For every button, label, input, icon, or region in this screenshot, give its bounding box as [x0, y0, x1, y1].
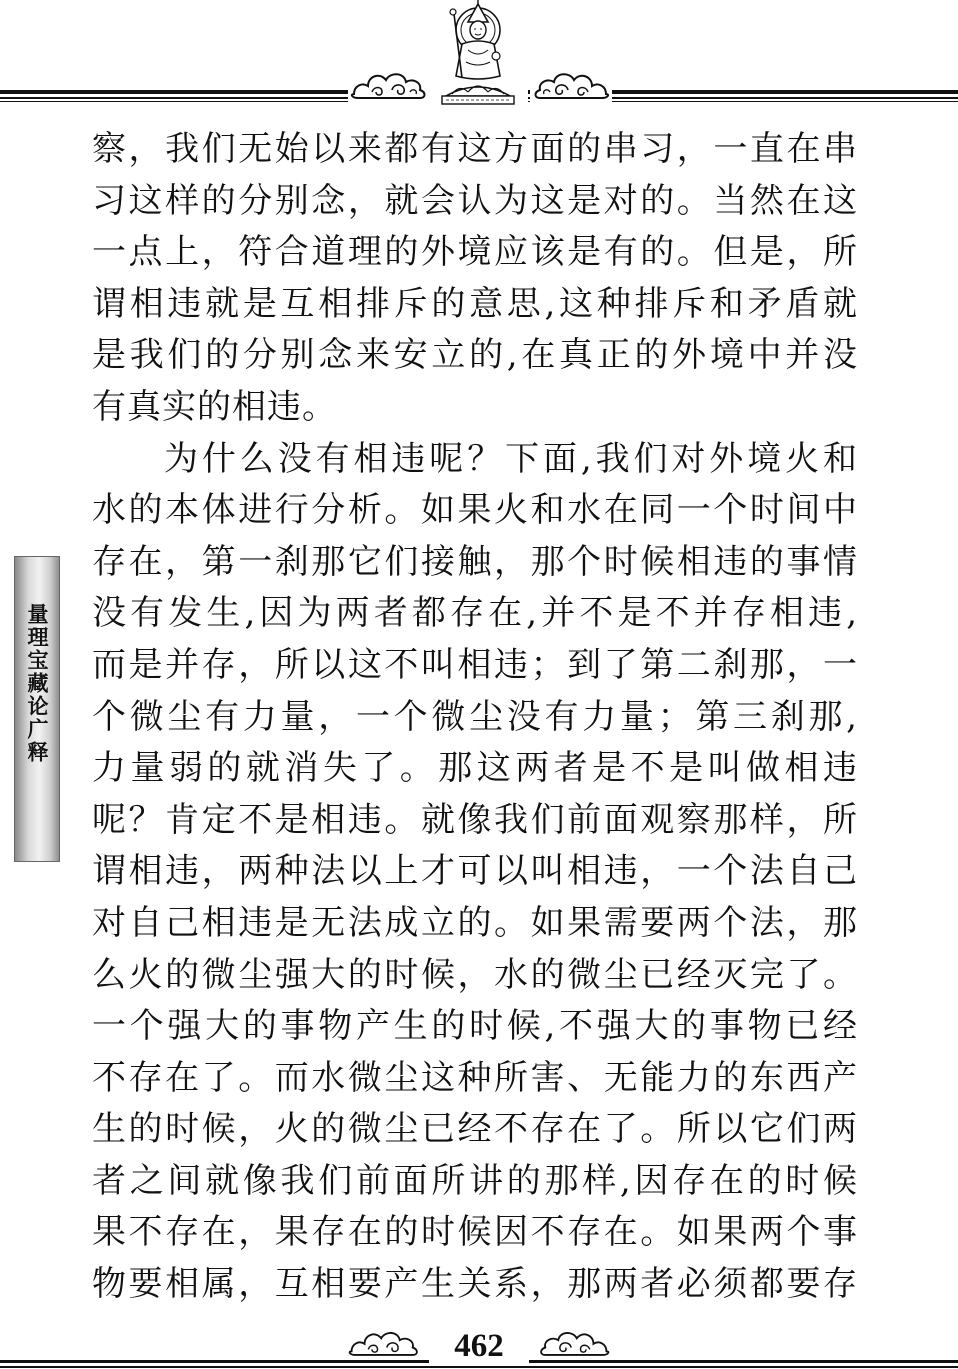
text-line: 习这样的分别念，就会认为这是对的。当然在这	[92, 180, 858, 221]
text-line: 不存在了。而水微尘这种所害、无能力的东西产	[92, 1057, 858, 1098]
text-line: 个微尘有力量，一个微尘没有力量；第三刹那,	[92, 696, 858, 737]
text-line: 一个强大的事物产生的时候,不强大的事物已经	[92, 1006, 858, 1047]
book-title-side-tab	[14, 556, 60, 862]
auspicious-cloud-icon	[536, 1324, 612, 1360]
text-line: 生的时候，火的微尘已经不存在了。所以它们两	[92, 1109, 858, 1150]
text-line: 为什么没有相违呢？下面,我们对外境火和	[164, 438, 858, 479]
text-line: 没有发生,因为两者都存在,并不是不并存相违,	[92, 593, 858, 634]
text-line: 对自己相违是无法成立的。如果需要两个法，那	[92, 902, 858, 943]
auspicious-cloud-icon	[348, 66, 430, 102]
page-number: 462	[429, 1328, 529, 1364]
page-footer	[0, 1322, 958, 1369]
text-line: 是我们的分别念来安立的,在真正的外境中并没	[92, 335, 858, 376]
text-line: 者之间就像我们前面所讲的那样,因存在的时候	[92, 1160, 858, 1201]
text-line: 有真实的相违。	[92, 386, 337, 427]
text-line: 么火的微尘强大的时候，水的微尘已经灭完了。	[92, 954, 858, 995]
text-line: 一点上，符合道理的外境应该是有的。但是，所	[92, 232, 858, 273]
text-line: 而是并存，所以这不叫相违；到了第二刹那，一	[92, 644, 858, 685]
text-line: 果不存在，果存在的时候因不存在。如果两个事	[92, 1212, 858, 1253]
text-line: 物要相属，互相要产生关系，那两者必须都要存	[92, 1264, 858, 1305]
auspicious-cloud-icon	[346, 1324, 422, 1360]
text-line: 水的本体进行分析。如果火和水在同一个时间中	[92, 490, 858, 531]
text-line: 呢？肯定不是相违。就像我们前面观察那样，所	[92, 799, 858, 840]
text-line: 力量弱的就消失了。那这两者是不是叫做相违	[92, 748, 858, 789]
auspicious-cloud-icon	[530, 66, 612, 102]
text-line: 谓相违就是互相排斥的意思,这种排斥和矛盾就	[92, 283, 858, 324]
page-header-ornament	[0, 0, 958, 112]
text-line: 存在，第一刹那它们接触，那个时候相违的事情	[92, 541, 858, 582]
body-text	[92, 124, 858, 1311]
book-title: 量理宝藏论广释	[25, 603, 50, 764]
text-line: 察，我们无始以来都有这方面的串习，一直在串	[92, 129, 858, 169]
deity-figure-icon	[428, 0, 528, 108]
text-line: 谓相违，两种法以上才可以叫相违，一个法自己	[92, 851, 858, 892]
